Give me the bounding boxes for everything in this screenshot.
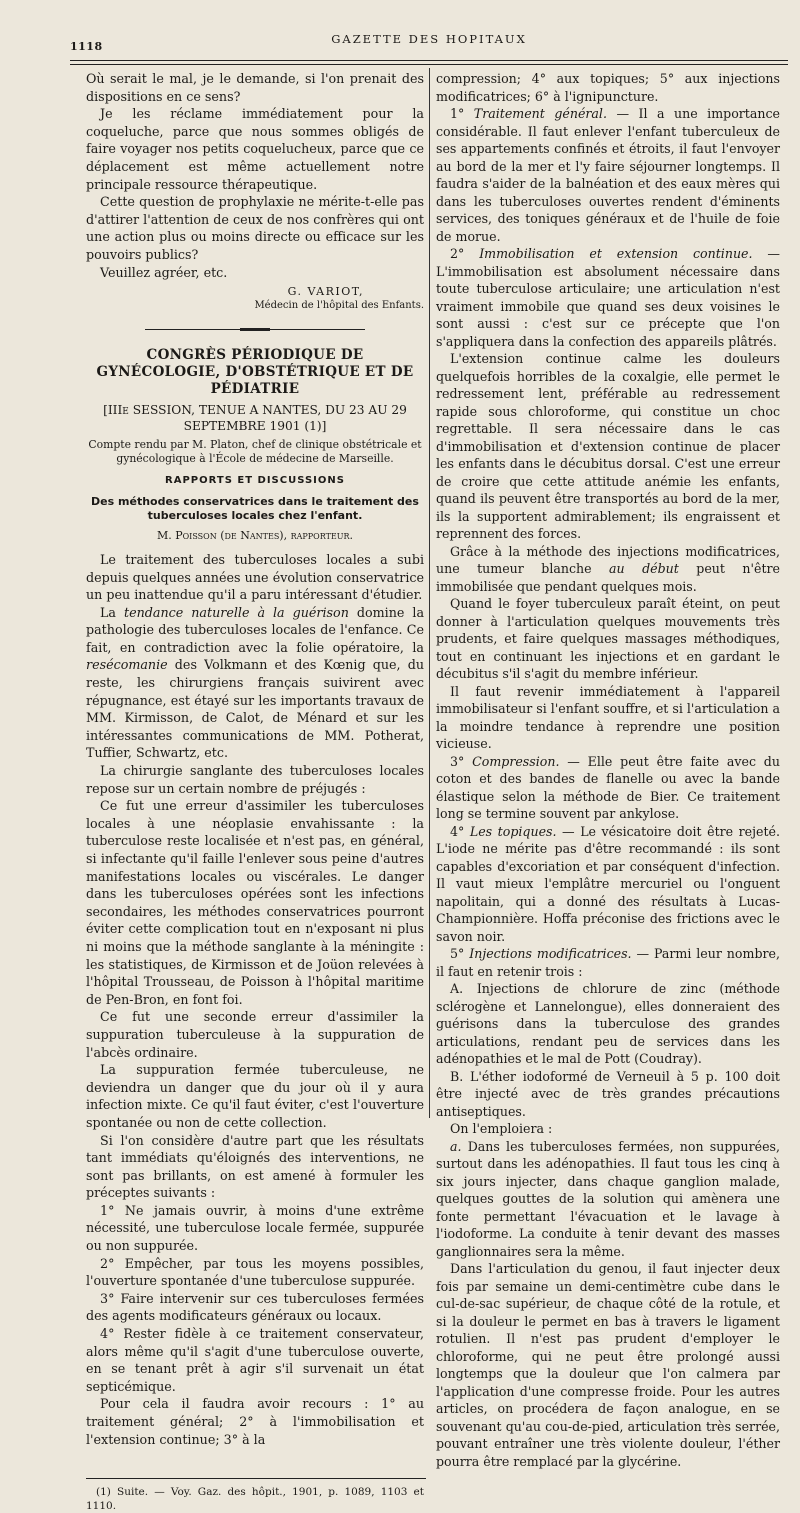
paragraph: 1° Ne jamais ouvrir, à moins d'une extrême nécessité, une tuberculose locale fermée, suppurée ou non suppurée. xyxy=(86,1202,424,1254)
header-rule xyxy=(70,60,788,65)
paragraph: 1° Traitement général. — Il a une importance considérable. Il faut enlever l'enfant tuberculeux de ses appartements confinés et étroits, il faut l'envoyer au bord de la mer et l'y faire séjourner longtemps. Il faudra s'aider de la balnéation et des eaux mères qui dans les tuberculoses ouvertes rendent d'éminents services, des toniques généraux et de l'huile de foie de morue. xyxy=(436,106,780,244)
section-heading: RAPPORTS ET DISCUSSIONS xyxy=(165,474,345,486)
emphasis: tendance naturelle à la guérison xyxy=(124,604,349,620)
paragraph: 4° Les topiques. — Le vésicatoire doit être rejeté. L'iode ne mérite pas d'être recommandé : ils sont capables d'excoriation et par conséquent d'infection. Il vaut mieux l'emplâtre mercuriel ou l'onguent napolitain, qui a donné des résultats à Lucas-Championnière. Hoffa préconise des frictions avec le savon noir. xyxy=(436,823,780,944)
paragraph: La chirurgie sanglante des tuberculoses locales repose sur un certain nombre de préjugés : xyxy=(86,763,424,796)
page-number: 1118 xyxy=(70,40,103,53)
paragraph: Pour cela il faudra avoir recours : 1° au traitement général; 2° à l'immobilisation et l'extension continue; 3° à la xyxy=(86,1396,424,1447)
emphasis: Traitement général. xyxy=(473,106,607,121)
paragraph: Ce fut une seconde erreur d'assimiler la suppuration tuberculeuse à la suppuration de l'abcès ordinaire. xyxy=(86,1009,424,1060)
paragraph: Le traitement des tuberculoses locales a subi depuis quelques années une évolution conservatrice un peu inattendue qu'il a paru intéressant d'étudier. xyxy=(86,551,424,603)
emphasis: Les topiques. xyxy=(469,823,557,839)
paragraph: compression; 4° aux topiques; 5° aux injections modificatrices; 6° à l'ignipuncture. xyxy=(436,71,780,104)
paragraph: Où serait le mal, je le demande, si l'on prenait des dispositions en ce sens? xyxy=(86,71,424,104)
footnote-rule xyxy=(86,1478,426,1479)
paragraph: Ce fut une erreur d'assimiler les tuberculoses locales à une néoplasie envahissante : la tuberculose reste localisée et n'est pas, en général, si infectante qu'il faille l'enlever sous peine d'autres manifestations locales ou viscérales. Le danger dans les tuberculoses opérées sont les infections secondaires, les méthodes conservatrices pourront éviter cette complication tout en n'exposant ni plus ni moins que la méthode sanglante à la méningite : les statistiques, de Kirmisson et de Joüon relevées à l'hôpital Trousseau, de Poisson à l'hôpital maritime de Pen-Bron, en font foi. xyxy=(86,798,424,1007)
paragraph: La tendance naturelle à la guérison domine la pathologie des tuberculoses locales de l'enfance. Ce fait, en contradiction avec la folie opératoire, la resécomanie des Volkmann et des Kœnig que, du reste, les chirurgiens français suivirent avec répugnance, est étayé sur les importants travaux de MM. Kirmisson, de Calot, de Ménard et sur les intéressantes communications de MM. Potherat, Tuffier, Schwartz, etc. xyxy=(86,604,425,761)
journal-title: GAZETTE DES HOPITAUX xyxy=(331,32,527,46)
paragraph: 4° Rester fidèle à ce traitement conservateur, alors même qu'il s'agit d'une tuberculose ouverte, en se tenant prêt à agir s'il survenait un état septicémique. xyxy=(86,1326,424,1394)
paragraph: L'extension continue calme les douleurs quelquefois horribles de la coxalgie, elle permet le redressement lent, préférable au redressement rapide sous chloroforme, qui constitue un choc regrettable. Il sera nécessaire dans le cas d'immobilisation et d'extension continue de placer les enfants dans le décubitus dorsal. C'est une erreur de croire que cette attitude anémie les enfants, quand ils peuvent être transportés au bord de la mer, ils la supportent admirablement; ils engraissent et reprennent des forces. xyxy=(436,351,780,541)
congress-title: CONGRÈS PÉRIODIQUE DE GYNÉCOLOGIE, D'OBSTÉTRIQUE ET DE PÉDIATRIE xyxy=(96,346,414,397)
paragraph: 2° Empêcher, par tous les moyens possibles, l'ouverture spontanée d'une tuberculose suppurée. xyxy=(86,1255,424,1289)
paragraph: Dans l'articulation du genou, il faut injecter deux fois par semaine un demi-centimètre cube dans le cul-de-sac supérieur, de chaque côté de la rotule, et si la douleur le permet en bas à travers le ligament rotulien. Il n'est pas prudent d'employer le chloroforme, qui ne peut être prolongé aussi longtemps que la douleur que l'on calmera par l'application d'une compresse froide. Pour les autres articles, on procédera de façon analogue, en se souvenant qu'au cou-de-pied, articulation très serrée, pouvant entraîner une très violente douleur, l'éther pourra être remplacé par la glycérine. xyxy=(436,1261,780,1469)
paragraph: B. L'éther iodoformé de Verneuil à 5 p. 100 doit être injecté avec de très grandes précautions antiseptiques. xyxy=(436,1068,780,1119)
paragraph: Cette question de prophylaxie ne mérite-t-elle pas d'attirer l'attention de ceux de nos confrères qui ont une action plus ou moins directe ou efficace sur les pouvoirs publics? xyxy=(86,194,424,262)
right-column xyxy=(436,70,780,1470)
left-column xyxy=(86,70,424,1513)
paragraph: a. Dans les tuberculoses fermées, non suppurées, surtout dans les adénopathies. Il faut tous les cinq à six jours injecter, dans chaque ganglion malade, quelques gouttes de la solution qui amènera une fonte permettant l'évacuation et le lavage à l'iodoforme. La conduite à tenir devant des masses ganglionnaires sera la même. xyxy=(436,1138,780,1259)
article-subtitle: Des méthodes conservatrices dans le traitement des tuberculoses locales chez l'enfant. xyxy=(91,495,419,523)
emphasis: Immobilisation et extension continue. xyxy=(479,246,753,261)
emphasis: a. xyxy=(450,1138,462,1154)
paragraph: 2° Immobilisation et extension continue. — L'immobilisation est absolument nécessaire dans toute tuberculose articulaire; une articulation n'est vraiment immobile que quand ses deux voisines le sont aussi : c'est sur ce précepte que l'on s'appliquera dans la confection des appareils plâtrés. xyxy=(436,246,780,349)
paragraph: 3° Faire intervenir sur ces tuberculoses fermées des agents modificateurs généraux ou locaux. xyxy=(86,1290,424,1324)
paragraph: Quand le foyer tuberculeux paraît éteint, on peut donner à l'articulation quelques mouvements très prudents, et faire quelques massages méthodiques, tout en continuant les injections et en gardant le décubitus s'il s'agit du membre inférieur. xyxy=(436,596,780,681)
paragraph: On l'emploiera : xyxy=(450,1121,553,1136)
session-line: [IIIe SESSION, TENUE A NANTES, DU 23 AU 29 SEPTEMBRE 1901 (1)] xyxy=(103,402,407,433)
emphasis: Compression. xyxy=(472,753,560,769)
footnote: (1) Suite. — Voy. Gaz. des hôpit., 1901, p. 1089, 1103 et 1110. xyxy=(86,1486,424,1513)
report-credit: Compte rendu par M. Platon, chef de clinique obstétricale et gynécologique à l'École de médecine de Marseille. xyxy=(88,437,422,465)
rapporteur-line: M. Poisson (de Nantes), rapporteur. xyxy=(156,529,354,543)
section-ornament xyxy=(86,321,424,339)
paragraph: A. Injections de chlorure de zinc (méthode sclérogène et Lannelongue), elles donneraient des guérisons dans la tuberculose des grandes articulations, rendant peu de services dans les adénopathies et le mal de Pott (Coudray). xyxy=(436,981,780,1066)
emphasis: Injections modificatrices. xyxy=(469,946,632,961)
paragraph: La suppuration fermée tuberculeuse, ne deviendra un danger que du jour où il y aura infection mixte. Ce qu'il faut éviter, c'est l'ouverture spontanée ou non de cette collection. xyxy=(86,1062,424,1130)
paragraph: Si l'on considère d'autre part que les résultats tant immédiats qu'éloignés des interventions, ne sont pas brillants, on est amené à formuler les préceptes suivants : xyxy=(86,1132,424,1201)
paragraph: 3° Compression. — Elle peut être faite avec du coton et des bandes de flanelle ou avec la bande élastique selon la méthode de Bier. Ce traitement long se termine souvent par ankylose. xyxy=(436,753,780,821)
paragraph: 5° Injections modificatrices. — Parmi leur nombre, il faut en retenir trois : xyxy=(436,946,780,979)
signature-role: Médecin de l'hôpital des Enfants. xyxy=(254,300,424,312)
emphasis: resécomanie xyxy=(86,657,168,673)
page-header xyxy=(70,30,788,52)
signature-name: G. VARIOT, xyxy=(287,285,364,299)
paragraph: Veuillez agréer, etc. xyxy=(100,264,228,280)
paragraph: Je les réclame immédiatement pour la coqueluche, parce que nous sommes obligés de faire voyager nos petits coquelucheux, parce que ce déplacement est même actuellement notre principale ressource thérapeutique. xyxy=(86,106,424,192)
signature xyxy=(86,285,424,313)
column-separator xyxy=(429,68,430,1118)
paragraph: Il faut revenir immédiatement à l'appareil immobilisateur si l'enfant souffre, et si l'articulation a la moindre tendance à reprendre une position vicieuse. xyxy=(436,683,780,751)
paragraph: Grâce à la méthode des injections modificatrices, une tumeur blanche au début peut n'être immobilisée que pendant quelques mois. xyxy=(436,543,780,594)
emphasis: au début xyxy=(609,561,679,576)
